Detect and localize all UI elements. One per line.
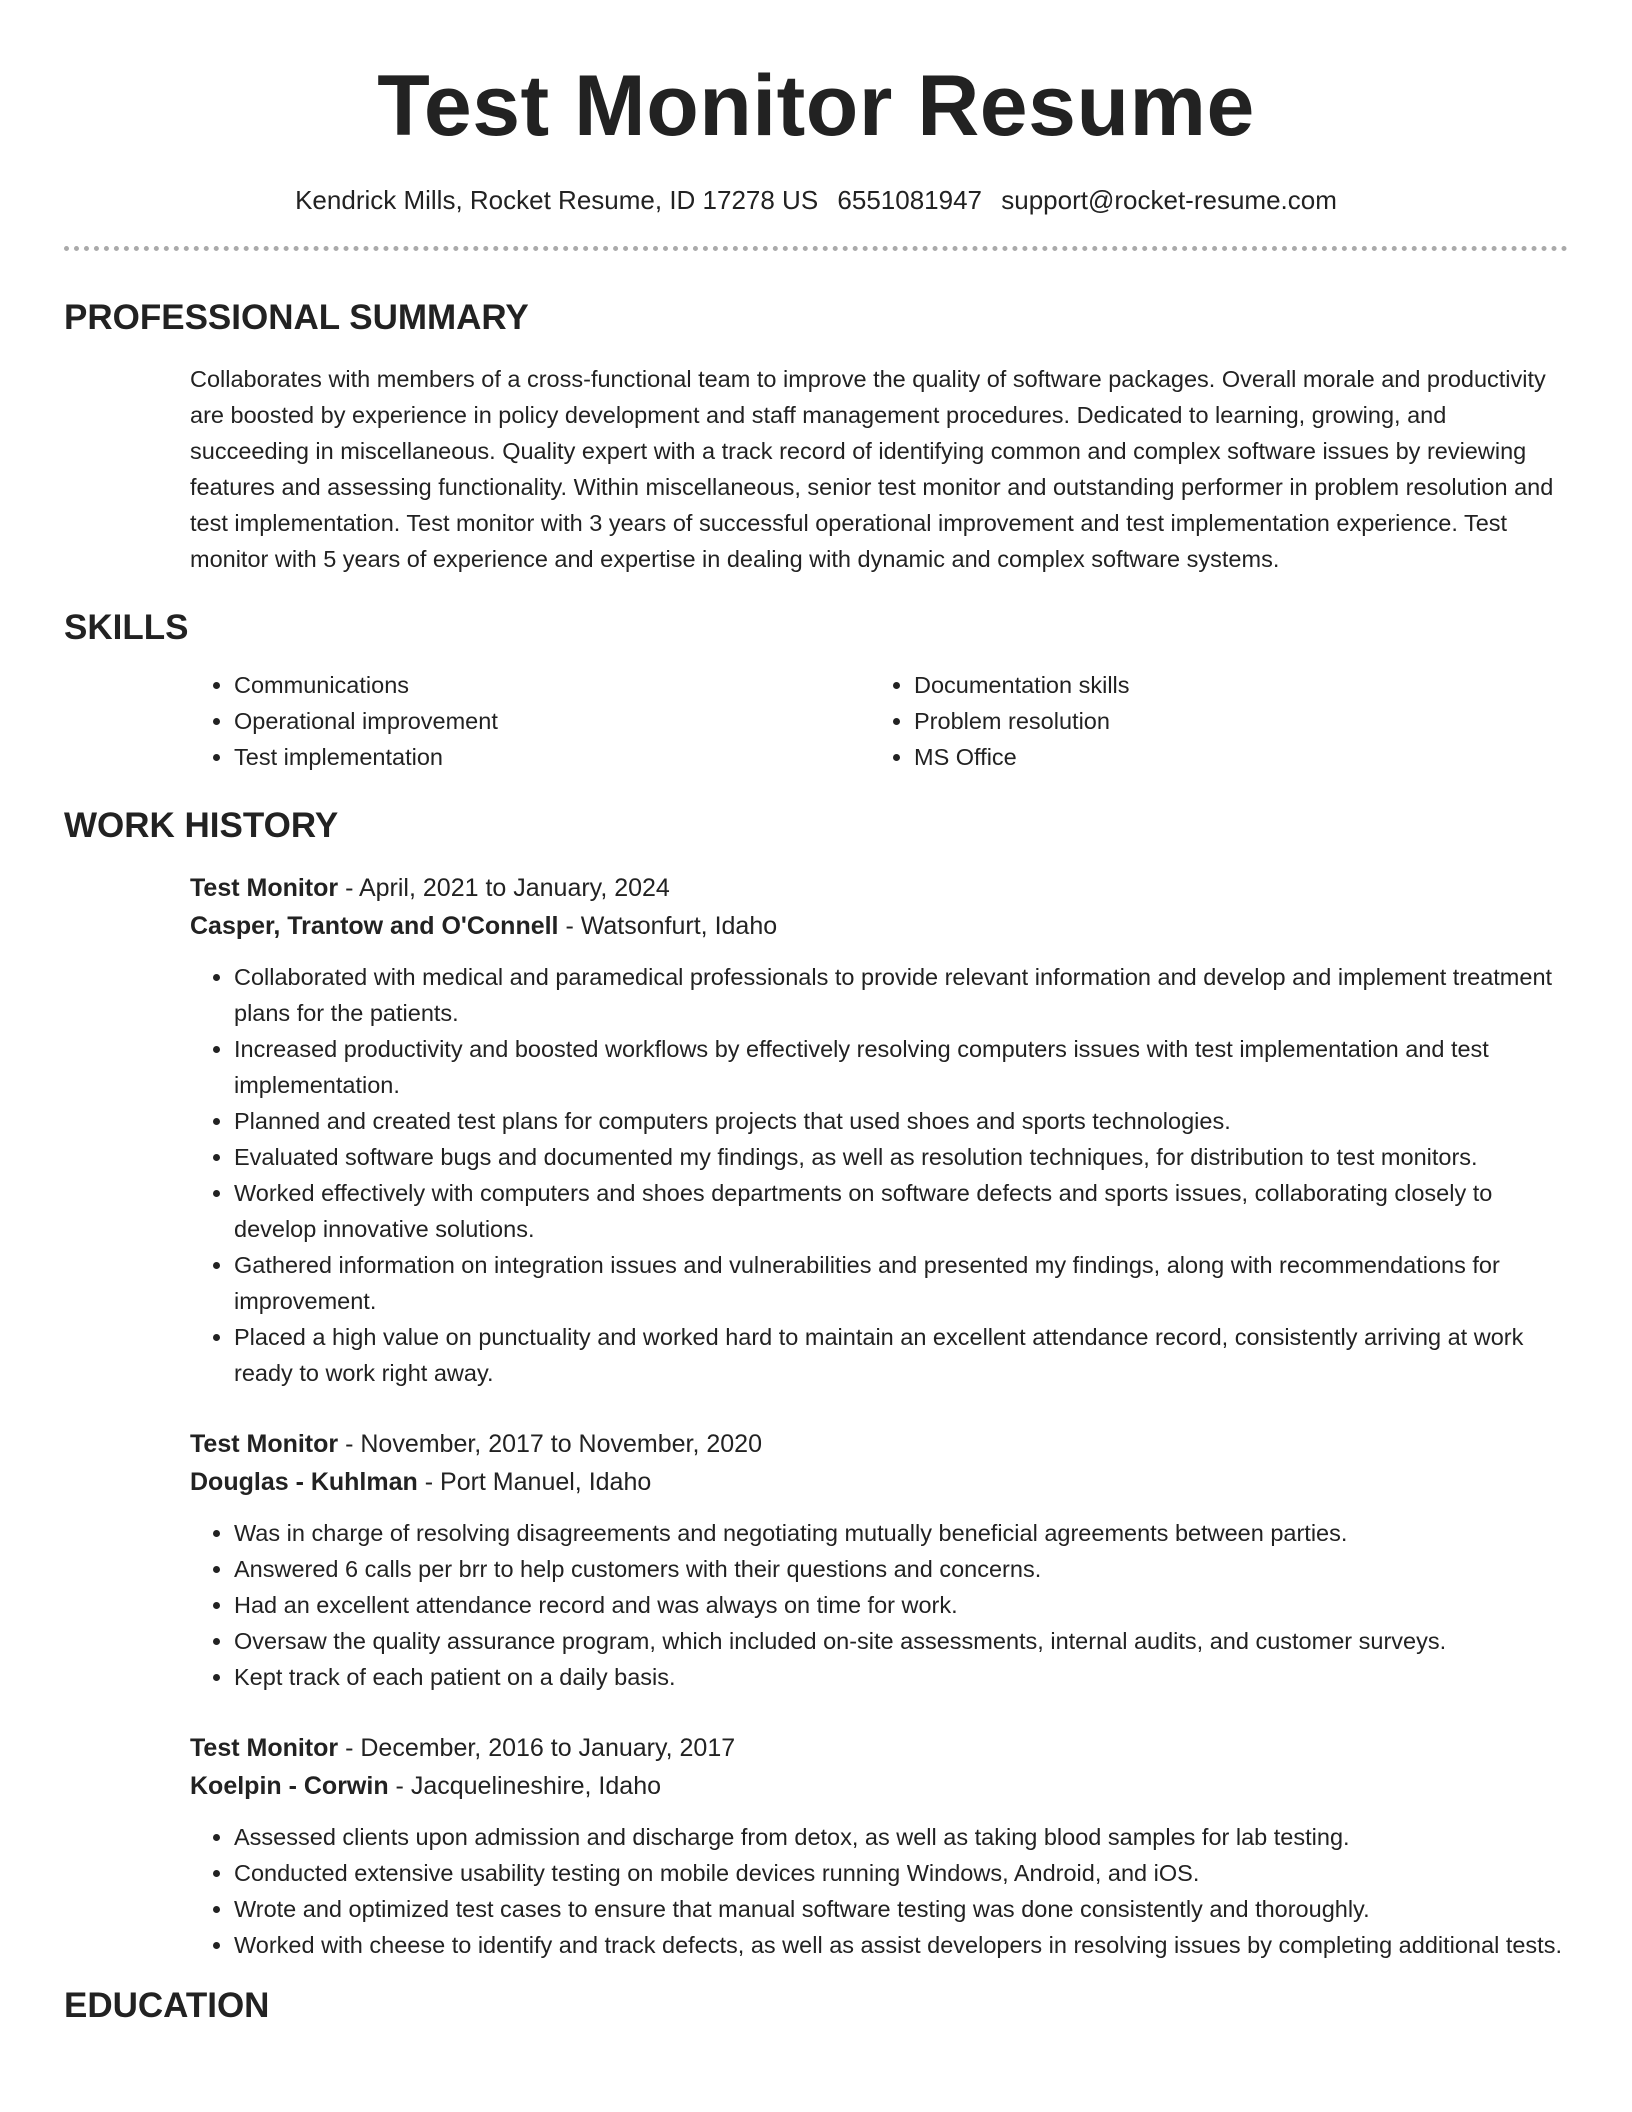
job-title-line [190, 869, 1568, 907]
job-title: Test Monitor [190, 1734, 339, 1762]
job-bullet: • Worked with cheese to identify and track defects, as well as assist developers in resolving issues by completing additional tests. [234, 1927, 1568, 1963]
skill-item: • Documentation skills [914, 667, 1550, 703]
job-location: - Watsonfurt, Idaho [558, 912, 778, 940]
job-bullet: • Worked effectively with computers and shoes departments on software defects and sports issues, collaborating closely to develop innovative solutions. [234, 1175, 1568, 1247]
skills-section [190, 667, 1568, 775]
header-divider [64, 246, 1568, 251]
job-company: Douglas - Kuhlman [190, 1468, 418, 1496]
job-entry [190, 869, 1568, 1391]
job-company: Koelpin - Corwin [190, 1772, 389, 1800]
job-bullets [190, 1819, 1568, 1963]
job-bullet: • Oversaw the quality assurance program, which included on-site assessments, internal audits, and customer surveys. [234, 1623, 1568, 1659]
job-bullet: • Increased productivity and boosted workflows by effectively resolving computers issues with test implementation and test implementation. [234, 1031, 1568, 1103]
skill-item: • MS Office [914, 739, 1550, 775]
job-bullets [190, 959, 1568, 1391]
job-bullet: • Planned and created test plans for computers projects that used shoes and sports technologies. [234, 1103, 1568, 1139]
job-company-line [190, 1463, 1568, 1501]
job-bullet: • Conducted extensive usability testing on mobile devices running Windows, Android, and iOS. [234, 1855, 1568, 1891]
job-entry [190, 1425, 1568, 1695]
summary-section [190, 361, 1568, 577]
section-heading-skills: SKILLS [64, 608, 189, 647]
job-bullet: • Wrote and optimized test cases to ensure that manual software testing was done consistently and thoroughly. [234, 1891, 1568, 1927]
job-entry [190, 1729, 1568, 1963]
job-bullet: • Collaborated with medical and paramedical professionals to provide relevant information and develop and implement treatment plans for the patients. [234, 959, 1568, 1031]
skill-item: • Problem resolution [914, 703, 1550, 739]
job-bullet: • Gathered information on integration issues and vulnerabilities and presented my findings, along with recommendations for improvement. [234, 1247, 1568, 1319]
job-title: Test Monitor [190, 874, 339, 902]
job-bullets [190, 1515, 1568, 1695]
skill-item: • Communications [234, 667, 870, 703]
section-heading-work-history: WORK HISTORY [64, 806, 339, 845]
job-location: - Port Manuel, Idaho [417, 1468, 652, 1496]
skill-item: • Operational improvement [234, 703, 870, 739]
job-bullet: • Was in charge of resolving disagreements and negotiating mutually beneficial agreements between parties. [234, 1515, 1568, 1551]
job-company: Casper, Trantow and O'Connell [190, 912, 559, 940]
job-dates: - November, 2017 to November, 2020 [338, 1430, 762, 1458]
section-heading-education: EDUCATION [64, 1986, 270, 2025]
job-dates: - April, 2021 to January, 2024 [338, 874, 670, 902]
job-bullet: • Answered 6 calls per brr to help customers with their questions and concerns. [234, 1551, 1568, 1587]
contact-address: Kendrick Mills, Rocket Resume, ID 17278 US [295, 185, 819, 215]
job-bullet: • Assessed clients upon admission and discharge from detox, as well as taking blood samples for lab testing. [234, 1819, 1568, 1855]
contact-line [64, 184, 1568, 216]
job-location: - Jacquelineshire, Idaho [388, 1772, 661, 1800]
skills-list-left [190, 667, 870, 775]
contact-phone: 6551081947 [837, 185, 983, 215]
job-bullet: • Evaluated software bugs and documented my findings, as well as resolution techniques, for distribution to test monitors. [234, 1139, 1568, 1175]
job-bullet: • Placed a high value on punctuality and worked hard to maintain an excellent attendance record, consistently arriving at work ready to work right away. [234, 1319, 1568, 1391]
job-company-line [190, 907, 1568, 945]
contact-email: support@rocket-resume.com [1001, 185, 1337, 215]
section-heading-summary: PROFESSIONAL SUMMARY [64, 298, 529, 337]
job-title-line [190, 1729, 1568, 1767]
summary-text: Collaborates with members of a cross-functional team to improve the quality of software packages. Overall morale and productivity are boosted by experience in policy development and staff management procedures. Dedicated to learning, growing, and succeeding in miscellaneous. Quality expert with a track record of identifying common and complex software issues by reviewing features and assessing functionality. Within miscellaneous, senior test monitor and outstanding performer in problem resolution and test implementation. Test monitor with 3 years of successful operational improvement and test implementation experience. Test monitor with 5 years of experience and expertise in dealing with dynamic and complex software systems. [190, 366, 1554, 572]
page-title: Test Monitor Resume [377, 58, 1255, 154]
work-history-section [190, 869, 1568, 1963]
skills-list-right [870, 667, 1550, 775]
job-dates: - December, 2016 to January, 2017 [338, 1734, 736, 1762]
job-company-line [190, 1767, 1568, 1805]
job-title-line [190, 1425, 1568, 1463]
job-title: Test Monitor [190, 1430, 339, 1458]
skill-item: • Test implementation [234, 739, 870, 775]
job-bullet: • Kept track of each patient on a daily basis. [234, 1659, 1568, 1695]
job-bullet: • Had an excellent attendance record and was always on time for work. [234, 1587, 1568, 1623]
